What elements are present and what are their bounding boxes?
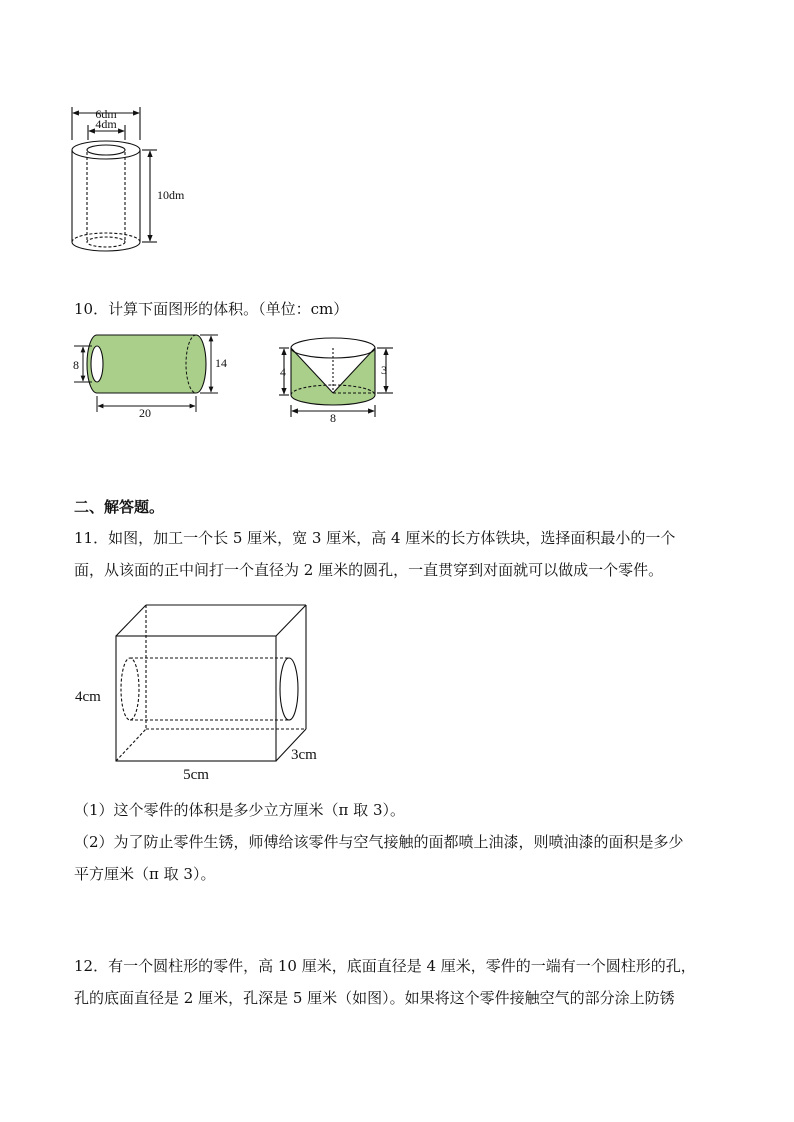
q10-fig-a-body — [87, 335, 206, 393]
tube-inner-label: 4dm — [95, 117, 117, 131]
figure-hollow-cylinder — [0, 0, 794, 270]
q10-fig-a-left-label: 8 — [73, 358, 79, 372]
q10-fig-a-hole — [91, 346, 103, 382]
q10-fig-a-bottom-label: 20 — [139, 406, 151, 420]
q12-line-2: 孔的底面直径是 2 厘米，孔深是 5 厘米（如图）。如果将这个零件接触空气的部分涂上防锈 — [74, 989, 675, 1007]
q10-text: 10．计算下面图形的体积。（单位：cm） — [74, 300, 349, 318]
q10-fig-b-left-label: 4 — [280, 365, 286, 379]
q11-line-2: 面，从该面的正中间打一个直径为 2 厘米的圆孔，一直贯穿到对面就可以做成一个零件。 — [74, 561, 664, 579]
q10-fig-a — [73, 335, 227, 420]
figure-q10 — [0, 320, 794, 430]
q11-sub-question-2-line-1: （2）为了防止零件生锈，师傅给该零件与空气接触的面都喷上油漆，则喷油漆的面积是多少 — [74, 833, 684, 851]
q12-line-1: 12．有一个圆柱形的零件，高 10 厘米，底面直径是 4 厘米，零件的一端有一个圆柱形的孔， — [74, 957, 696, 975]
q11-sub-question-1: （1）这个零件的体积是多少立方厘米（π 取 3）。 — [74, 801, 405, 819]
tube-outer-label: 6dm — [95, 107, 117, 121]
q11-sub-question-2-line-2: 平方厘米（π 取 3）。 — [74, 865, 216, 883]
section-title: 二、解答题。 — [74, 498, 165, 516]
q10-fig-a-right-label: 14 — [215, 356, 227, 370]
q11-width-label: 3cm — [291, 747, 317, 763]
q10-fig-b-bottom-label: 8 — [330, 411, 336, 425]
q11-height-label: 4cm — [75, 689, 101, 705]
q11-length-label: 5cm — [183, 767, 209, 783]
q11-line-1: 11．如图，加工一个长 5 厘米，宽 3 厘米，高 4 厘米的长方体铁块，选择面积最小的一个 — [74, 529, 676, 547]
figure-q11-cuboid — [0, 595, 794, 785]
q10-fig-b — [279, 338, 393, 425]
tube-height-label: 10dm — [157, 188, 185, 202]
q10-fig-b-right-label: 3 — [381, 363, 387, 377]
